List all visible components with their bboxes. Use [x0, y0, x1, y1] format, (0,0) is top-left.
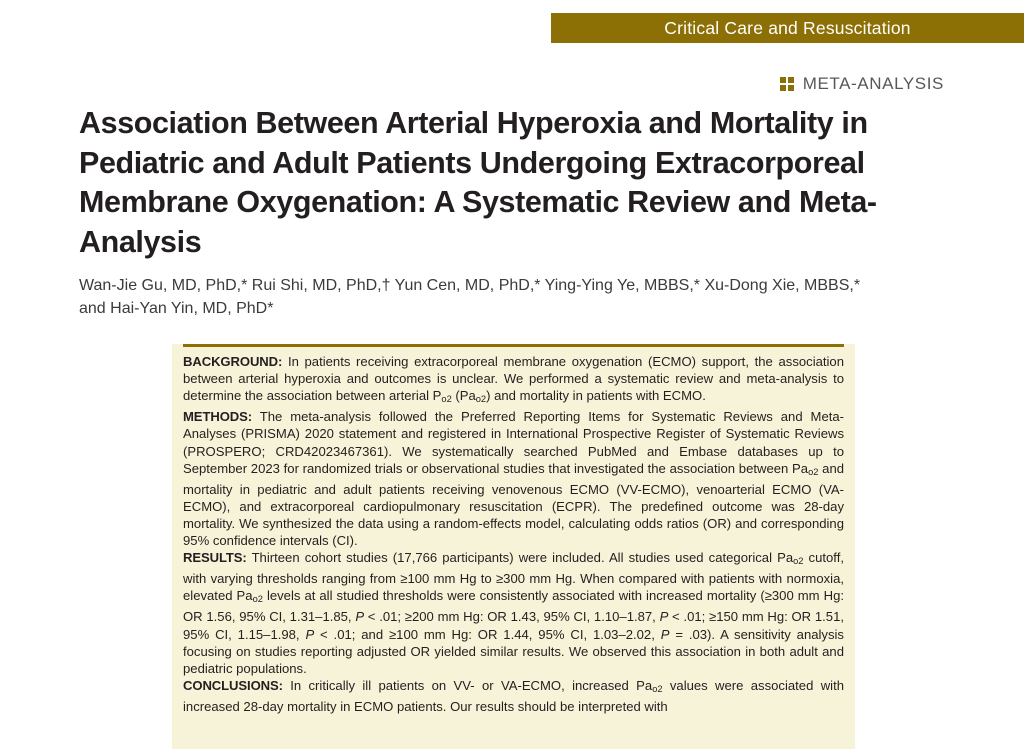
grid-cell	[780, 77, 786, 83]
grid-2x2-icon	[780, 77, 794, 91]
results-text-2: cutoff, with varying thresholds ranging from ≥100 mm Hg to ≥300 mm Hg. When compared with patients with normoxia, elevated Pa	[183, 550, 844, 604]
po2-o: o	[441, 394, 447, 405]
journal-banner	[551, 13, 1024, 43]
results-pao2-o-1: o	[793, 556, 799, 567]
background-text-3: ) and mortality in patients with ECMO.	[486, 388, 706, 404]
abstract-section-background	[183, 353, 844, 408]
background-text-1: In patients receiving extracorporeal membrane oxygenation (ECMO) support, the association between arterial hyperoxia and outcomes is unclear. We performed a systematic review and meta-analysis to determine the association between arterial P	[183, 354, 844, 404]
abstract-section-conclusions	[183, 677, 844, 715]
results-p-value-2: P	[659, 609, 669, 625]
results-text-1: Thirteen cohort studies (17,766 participants) were included. All studies used categorical Pa	[246, 550, 794, 566]
methods-pao2-subscript: 2	[813, 466, 819, 477]
journal-name: Critical Care and Resuscitation	[664, 17, 911, 38]
article-title: Association Between Arterial Hyperoxia and Mortality in Pediatric and Adult Patients Undergoing Extracorporeal Membrane Oxygenation: A Systematic Review and Meta-Analysis	[79, 106, 877, 259]
results-p-value-4: P	[660, 626, 670, 642]
results-text-4: < .01; ≥200 mm Hg: OR 1.43, 95% CI, 1.10–1.87,	[364, 609, 660, 625]
methods-text-1: The meta-analysis followed the Preferred Reporting Items for Systematic Reviews and Meta-Analyses (PRISMA) 2020 statement and registered in International Prospective Register of Systematic Reviews (PROSPERO; CRD42023467361). We systematically searched PubMed and Embase databases up to September 2023 for randomized trials or observational studies that investigated the association between Pa	[183, 409, 844, 476]
results-text-3: levels at all studied thresholds were consistently associated with increased mortality (≥300 mm Hg: OR 1.56, 95% CI, 1.31–1.85,	[183, 588, 844, 625]
pao2-o: o	[475, 394, 481, 405]
conclusions-text-1: In critically ill patients on VV- or VA-ECMO, increased Pa	[282, 677, 653, 693]
conclusions-pao2-o: o	[652, 683, 658, 694]
abstract-section-results	[183, 549, 844, 677]
results-text-6: < .01; and ≥100 mm Hg: OR 1.44, 95% CI, 1.03–2.02,	[314, 626, 661, 642]
results-p-value-1: P	[355, 609, 365, 625]
grid-cell	[780, 85, 786, 91]
abstract-box	[172, 344, 855, 749]
results-label: RESULTS:	[183, 550, 247, 566]
conclusions-label: CONCLUSIONS:	[183, 677, 283, 693]
results-pao2-subscript-1: 2	[798, 556, 804, 567]
background-label: BACKGROUND:	[183, 354, 283, 369]
methods-text-2: and mortality in pediatric and adult patients receiving venovenous ECMO (VV-ECMO), venoarterial ECMO (VA-ECMO), and extracorporeal cardiopulmonary resuscitation (ECPR). The predefined outcome was 28-day mortality. We synthesized the data using a random-effects model, calculating odds ratios (OR) and corresponding 95% confidence intervals (CI).	[183, 460, 845, 548]
abstract-section-methods	[183, 408, 844, 549]
background-text-2: (Pa	[451, 388, 476, 404]
results-text-7: = .03). A sensitivity analysis focusing on studies reporting adjusted OR yielded similar results. We observed this association in both adult and pediatric populations.	[183, 626, 844, 676]
conclusions-text-2: values were associated with increased 28-day mortality in ECMO patients. Our results should be interpreted with	[183, 677, 844, 714]
article-type-kicker	[780, 74, 944, 94]
abstract-top-rule	[183, 344, 844, 347]
po2-subscript: 2	[446, 394, 452, 405]
grid-cell	[788, 85, 794, 91]
pao2-subscript: 2	[480, 394, 487, 405]
abstract-body	[183, 353, 844, 715]
methods-pao2-o: o	[808, 466, 814, 477]
methods-label: METHODS:	[183, 409, 253, 425]
article-type-label: META-ANALYSIS	[802, 74, 944, 93]
results-pao2-subscript-2: 2	[257, 594, 263, 605]
results-text-5: < .01; ≥150 mm Hg: OR 1.51, 95% CI, 1.15–1.98,	[183, 609, 845, 642]
conclusions-pao2-subscript: 2	[657, 683, 663, 694]
results-pao2-o-2: o	[252, 594, 258, 605]
grid-cell	[788, 77, 794, 83]
results-p-value-3: P	[305, 626, 315, 642]
author-list: Wan-Jie Gu, MD, PhD,* Rui Shi, MD, PhD,† Yun Cen, MD, PhD,* Ying-Ying Ye, MBBS,* Xu-Dong Xie, MBBS,* and Hai-Yan Yin, MD, PhD*	[79, 277, 861, 317]
